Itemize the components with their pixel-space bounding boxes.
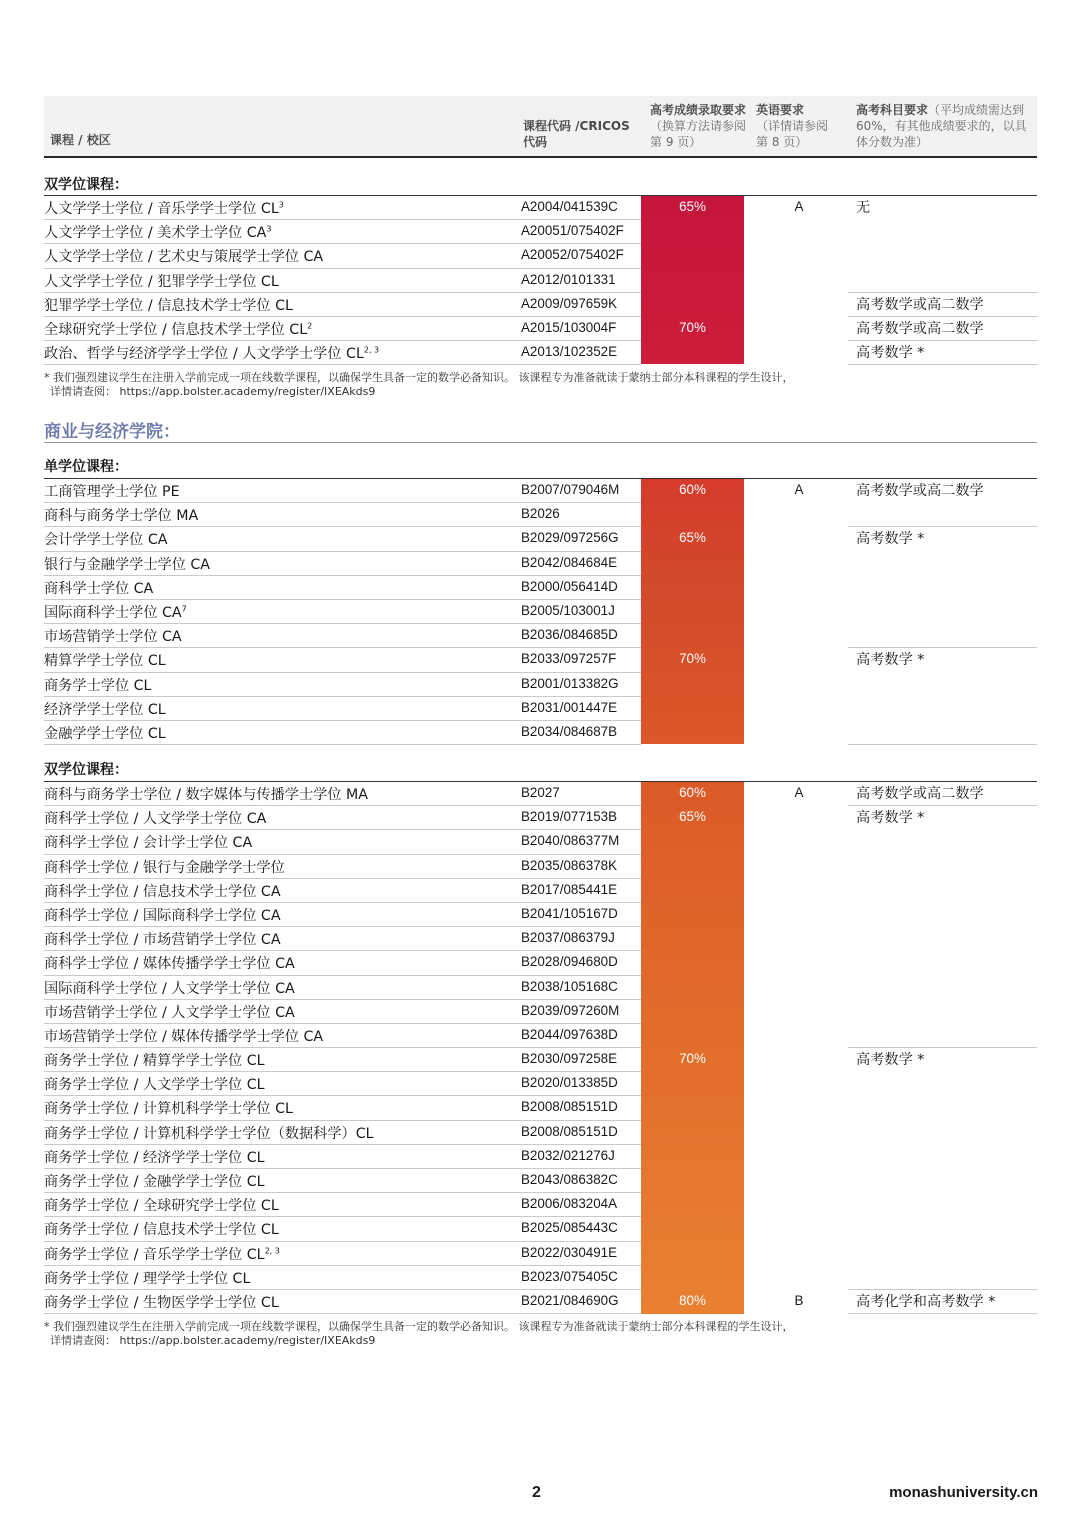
course-name: [44, 1074, 265, 1094]
course-code: B2019/077153B: [521, 809, 618, 825]
course-name-text: 商务学士学位 CL: [44, 677, 152, 694]
table-row: [44, 976, 1037, 1000]
table-row: [44, 600, 1037, 624]
course-code: B2043/086382C: [521, 1172, 618, 1187]
table-row: [44, 903, 1037, 927]
course-name: [44, 222, 271, 242]
subject-requirement: 高考数学 *: [856, 1052, 925, 1069]
english-requirement: A: [794, 199, 804, 214]
course-code: B2007/079046M: [521, 482, 620, 497]
course-name: [44, 699, 166, 719]
subject-requirement: 高考数学或高二数学: [856, 296, 984, 313]
course-name-text: 工商管理学士学位 PE: [44, 484, 180, 500]
website-link[interactable]: monashuniversity.cn: [889, 1484, 1038, 1501]
course-name: [44, 650, 166, 670]
footnote-marker: 2, 3: [264, 1245, 280, 1255]
course-code: B2027: [521, 785, 560, 800]
header-course: 课程 / 校区: [50, 133, 111, 147]
table-row: [44, 1024, 1037, 1048]
course-name: [44, 271, 279, 291]
course-name-text: 政治、哲学与经济学学士学位 / 人文学学士学位 CL: [44, 346, 364, 363]
subject-requirement: 高考数学 *: [856, 531, 925, 548]
course-code: A20052/075402F: [521, 247, 624, 263]
course-name: [44, 978, 295, 998]
header-english: [756, 102, 838, 150]
course-name-text: 国际商科学士学位 CA: [44, 604, 182, 621]
subject-requirement: 高考化学和高考数学 *: [856, 1293, 996, 1310]
table-row: [44, 879, 1037, 903]
table-row: [44, 317, 1037, 341]
course-code: B2017/085441E: [521, 881, 618, 897]
row-divider: [44, 1313, 641, 1314]
score-requirement: 70%: [679, 1051, 706, 1067]
footnote-text: * 我们强烈建议学生在注册入学前完成一项在线数学课程，以确保学生具备一定的数学必备知识。 该课程专为准备就读于蒙纳士部分本科课程的学生设计，: [44, 371, 794, 384]
course-code: B2040/086377M: [521, 833, 620, 849]
score-requirement: 80%: [679, 1292, 706, 1308]
table-row: [44, 648, 1037, 672]
section3-subheading: 双学位课程：: [44, 762, 128, 778]
course-code: B2044/097638D: [521, 1026, 618, 1042]
course-name-text: 商务学士学位 / 人文学学士学位 CL: [44, 1077, 265, 1094]
table-row: [44, 1290, 1037, 1314]
score-requirement: 60%: [679, 482, 706, 497]
section1-footnote: [44, 371, 794, 399]
row-divider: [44, 744, 641, 745]
course-name-text: 银行与金融学学士学位 CA: [44, 556, 210, 573]
course-name-text: 商科学士学位 / 国际商科学士学位 CA: [44, 907, 281, 924]
course-name-text: 国际商科学士学位 / 人文学学士学位 CA: [44, 980, 295, 997]
subject-requirement: 高考数学 *: [856, 810, 925, 827]
section3-table: [44, 781, 1037, 1314]
course-name: [44, 319, 312, 339]
course-name-text: 商务学士学位 / 生物医学学士学位 CL: [44, 1294, 279, 1311]
course-name: [44, 1002, 295, 1022]
table-row: [44, 1121, 1037, 1145]
course-code: B2033/097257F: [521, 651, 617, 667]
course-name-text: 市场营销学士学位 CA: [44, 629, 182, 646]
course-name: [44, 343, 379, 363]
course-code: B2020/013385D: [521, 1075, 618, 1091]
table-header: [44, 96, 1037, 158]
course-name: [44, 808, 266, 828]
course-code: B2026: [521, 506, 560, 522]
course-name: [44, 505, 198, 525]
course-code: B2038/105168C: [521, 978, 618, 994]
footnote-link[interactable]: 详情请查阅： https://app.bolster.academy/register/IXEAkds9: [50, 385, 376, 398]
course-name: [44, 832, 252, 852]
course-code: B2005/103001J: [521, 602, 615, 618]
subject-requirement: 高考数学 *: [856, 345, 925, 362]
course-name-text: 市场营销学士学位 / 媒体传播学学士学位 CA: [44, 1028, 324, 1045]
course-name-text: 商科学士学位 / 会计学士学位 CA: [44, 835, 253, 852]
section1-table: [44, 195, 1037, 365]
table-row: [44, 951, 1037, 975]
subject-requirement: 高考数学或高二数学: [856, 483, 984, 499]
subject-divider: [848, 364, 1037, 365]
course-code: A2009/097659K: [521, 295, 618, 311]
score-requirement: 60%: [679, 785, 706, 800]
course-name-text: 商务学士学位 / 精算学学士学位 CL: [44, 1053, 265, 1070]
table-row: [44, 220, 1037, 244]
section2-table: [44, 478, 1037, 745]
course-name: [44, 198, 284, 218]
course-name: [44, 1098, 293, 1118]
course-code: A2012/0101331: [521, 271, 616, 287]
course-code: B2036/084685D: [521, 627, 618, 643]
table-row: [44, 855, 1037, 879]
course-name-text: 精算学学士学位 CL: [44, 653, 166, 670]
course-name: [44, 481, 180, 501]
subject-requirement: 高考数学或高二数学: [856, 320, 984, 337]
table-row: [44, 1193, 1037, 1217]
course-code: B2029/097256G: [521, 530, 619, 546]
course-name-text: 商科与商务学士学位 MA: [44, 508, 199, 525]
course-name-text: 商务学士学位 / 理学学士学位 CL: [44, 1270, 251, 1287]
course-name-text: 商务学士学位 / 计算机科学学士学位（数据科学）CL: [44, 1125, 374, 1142]
table-row: [44, 503, 1037, 527]
footnote-marker: 7: [181, 604, 187, 614]
score-requirement: 65%: [679, 199, 706, 214]
course-name: [44, 905, 281, 925]
score-requirement: 70%: [679, 651, 706, 667]
table-row: [44, 527, 1037, 551]
course-name-text: 经济学学士学位 CL: [44, 701, 166, 718]
course-name-text: 人文学学士学位 / 美术学士学位 CA: [44, 225, 267, 242]
course-name-text: 商科与商务学士学位 / 数字媒体与传播学士学位 MA: [44, 787, 369, 803]
course-name-text: 金融学学士学位 CL: [44, 725, 166, 742]
course-name-text: 商科学士学位 / 市场营销学士学位 CA: [44, 932, 281, 949]
header-score-note: （换算方法请参阅第 9 页）: [650, 119, 747, 149]
subject-divider: [848, 1313, 1037, 1314]
table-row: [44, 576, 1037, 600]
course-name-text: 商科学士学位 / 人文学学士学位 CA: [44, 811, 267, 828]
english-requirement: B: [794, 1292, 804, 1308]
course-name-text: 商务学士学位 / 金融学学士学位 CL: [44, 1174, 265, 1190]
header-score-title: 高考成绩录取要求: [650, 103, 747, 117]
english-requirement: A: [794, 785, 804, 800]
score-requirement: 65%: [679, 809, 706, 825]
course-name-text: 犯罪学学士学位 / 信息技术学士学位 CL: [44, 297, 293, 314]
course-name: [44, 1171, 265, 1191]
course-name-text: 全球研究学士学位 / 信息技术学士学位 CL: [44, 321, 308, 338]
table-row: [44, 1072, 1037, 1096]
course-code: B2001/013382G: [521, 675, 619, 691]
table-row: [44, 806, 1037, 830]
english-requirement: A: [794, 482, 804, 497]
course-name: [44, 626, 182, 646]
course-name-text: 商科学士学位 / 银行与金融学学士学位: [44, 859, 285, 876]
course-name-text: 商务学士学位 / 信息技术学士学位 CL: [44, 1222, 279, 1239]
table-row: [44, 1242, 1037, 1266]
course-code: B2022/030491E: [521, 1244, 618, 1260]
course-name: [44, 953, 295, 973]
score-requirement: 65%: [679, 530, 706, 546]
row-divider: [44, 364, 641, 365]
course-name: [44, 1050, 265, 1070]
course-name-text: 会计学学士学位 CA: [44, 532, 168, 549]
subject-requirement: 无: [856, 200, 871, 216]
table-row: [44, 244, 1037, 268]
table-row: [44, 479, 1037, 503]
course-name-text: 商务学士学位 / 计算机科学学士学位 CL: [44, 1101, 293, 1118]
header-subject: [856, 102, 1028, 150]
course-code: B2008/085151D: [521, 1123, 618, 1139]
subject-requirement: 高考数学或高二数学: [856, 786, 984, 802]
course-name: [44, 246, 323, 266]
section2-subheading: 单学位课程：: [44, 459, 128, 475]
table-row: [44, 1266, 1037, 1290]
header-score: [650, 102, 746, 150]
course-name-text: 商务学士学位 / 音乐学学士学位 CL: [44, 1246, 265, 1263]
course-name: [44, 295, 293, 315]
table-row: [44, 1217, 1037, 1241]
table-row: [44, 293, 1037, 317]
footnote-marker: 2, 3: [363, 345, 380, 355]
course-code: B2034/084687B: [521, 723, 618, 739]
course-name: [44, 1219, 279, 1239]
course-name: [44, 1147, 265, 1167]
course-code: A2013/102352E: [521, 344, 618, 360]
course-code: B2008/085151D: [521, 1099, 618, 1115]
course-name: [44, 784, 368, 804]
subject-requirement: 高考数学 *: [856, 652, 925, 669]
faculty-title: 商业与经济学院：: [44, 422, 180, 442]
course-name-text: 商科学士学位 CA: [44, 580, 154, 597]
faculty-divider: [44, 442, 1037, 443]
table-row: [44, 927, 1037, 951]
table-row: [44, 269, 1037, 293]
course-code: B2032/021276J: [521, 1147, 615, 1163]
course-name-text: 商务学士学位 / 经济学学士学位 CL: [44, 1149, 265, 1166]
course-name-text: 市场营销学士学位 / 人文学学士学位 CA: [44, 1004, 295, 1021]
course-name: [44, 1195, 279, 1215]
course-name: [44, 1026, 323, 1046]
header-subject-note: （平均成绩需达到 60%，有其他成绩要求的，以具体分数为准）: [856, 103, 1027, 149]
course-code: B2028/094680D: [521, 954, 618, 970]
course-code: B2035/086378K: [521, 857, 618, 873]
course-name: [44, 929, 281, 949]
footnote-marker: 3: [278, 200, 284, 210]
table-row: [44, 624, 1037, 648]
footnote-text: * 我们强烈建议学生在注册入学前完成一项在线数学课程，以确保学生具备一定的数学必备知识。 该课程专为准备就读于蒙纳士部分本科课程的学生设计，: [44, 1320, 794, 1333]
table-row: [44, 1048, 1037, 1072]
footnote-marker: 3: [266, 224, 272, 234]
table-row: [44, 782, 1037, 806]
course-code: B2042/084684E: [521, 554, 618, 570]
course-name: [44, 1123, 374, 1143]
course-name-text: 人文学学士学位 / 犯罪学学士学位 CL: [44, 273, 279, 290]
score-requirement: 70%: [679, 319, 706, 335]
course-code: B2030/097258E: [521, 1051, 618, 1067]
course-name-text: 人文学学士学位 / 艺术史与策展学士学位 CA: [44, 249, 324, 266]
table-row: [44, 1096, 1037, 1120]
subject-divider: [848, 744, 1037, 745]
course-name-text: 商务学士学位 / 全球研究学士学位 CL: [44, 1198, 279, 1215]
course-code: B2037/086379J: [521, 930, 615, 946]
course-name: [44, 881, 281, 901]
course-name: [44, 578, 153, 598]
table-row: [44, 1000, 1037, 1024]
course-code: B2025/085443C: [521, 1220, 618, 1236]
footnote-link[interactable]: 详情请查阅： https://app.bolster.academy/register/IXEAkds9: [50, 1334, 376, 1347]
table-row: [44, 552, 1037, 576]
course-code: A20051/075402F: [521, 223, 624, 239]
course-name: [44, 602, 187, 622]
course-name: [44, 723, 166, 743]
course-name: [44, 1292, 279, 1312]
table-row: [44, 341, 1037, 365]
course-code: B2041/105167D: [521, 905, 618, 921]
course-code: A2004/041539C: [521, 199, 618, 214]
table-row: [44, 1169, 1037, 1193]
header-english-note: （详情请参阅第 8 页）: [756, 119, 829, 149]
table-row: [44, 196, 1037, 220]
course-code: B2000/056414D: [521, 578, 618, 594]
course-code: B2031/001447E: [521, 699, 618, 715]
course-name: [44, 529, 167, 549]
table-row: [44, 1145, 1037, 1169]
course-name: [44, 554, 210, 574]
footnote-marker: 2: [307, 321, 313, 331]
table-row: [44, 830, 1037, 854]
course-code: B2039/097260M: [521, 1002, 620, 1018]
course-code: B2006/083204A: [521, 1196, 618, 1212]
course-name-text: 人文学学士学位 / 音乐学学士学位 CL: [44, 201, 279, 217]
page-number: 2: [532, 1484, 541, 1501]
course-name: [44, 857, 285, 877]
table-row: [44, 697, 1037, 721]
course-name: [44, 675, 151, 695]
course-name-text: 商科学士学位 / 媒体传播学学士学位 CA: [44, 956, 295, 973]
table-row: [44, 673, 1037, 697]
course-code: B2023/075405C: [521, 1268, 618, 1284]
header-english-title: 英语要求: [756, 103, 805, 117]
course-name-text: 商科学士学位 / 信息技术学士学位 CA: [44, 883, 281, 900]
table-row: [44, 721, 1037, 745]
course-name: [44, 1268, 250, 1288]
header-code: 课程代码 /CRICOS 代码: [523, 119, 630, 149]
header-subject-title: 高考科目要求: [856, 103, 929, 117]
course-name: [44, 1244, 280, 1264]
course-code: B2021/084690G: [521, 1292, 619, 1308]
course-code: A2015/103004F: [521, 319, 617, 335]
section3-footnote: [44, 1320, 794, 1348]
section1-subheading: 双学位课程：: [44, 177, 128, 193]
